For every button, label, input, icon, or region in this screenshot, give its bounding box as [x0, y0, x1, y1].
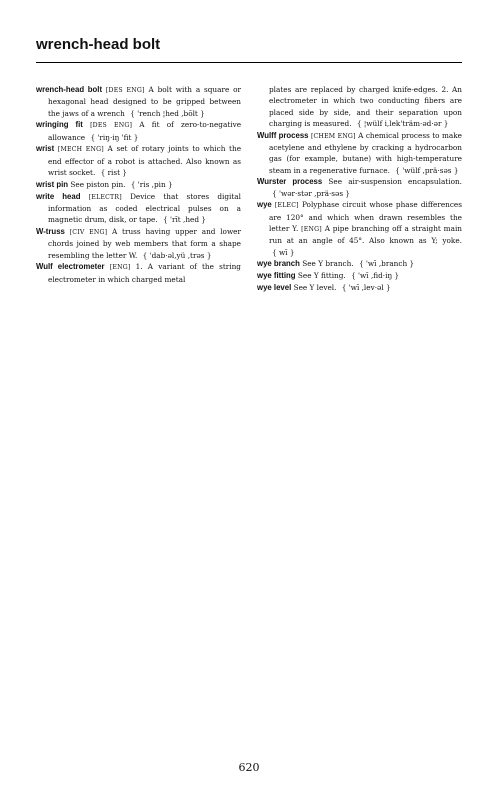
- dictionary-entry: [36, 226, 241, 261]
- left-column: [36, 84, 241, 286]
- entry-pronunciation: { 'wī ,lev·əl }: [341, 283, 391, 293]
- dictionary-entry: [257, 270, 462, 281]
- entry-pronunciation: { 'wər·stər ,prä·səs }: [272, 188, 351, 198]
- entry-field-label: [ELECTR]: [88, 193, 122, 201]
- entry-headword: Wurster process: [257, 177, 323, 187]
- entry-headword: wrist pin: [36, 179, 69, 189]
- entry-definition: See piston pin.: [70, 179, 126, 189]
- entry-definition: 1. A variant of the string electrometer in which charged metal: [48, 262, 241, 284]
- entry-headword: wrench-head bolt: [36, 85, 103, 94]
- entry-definition: See Y fitting.: [297, 271, 346, 281]
- entry-field-label: [ENG]: [109, 264, 131, 272]
- entry-definition: A bolt with a square or hexagonal head designed to be gripped between the jaws of a wrench: [48, 85, 242, 118]
- entry-headword: wringing fit: [36, 120, 83, 130]
- entry-pronunciation: { ¦wülf i,lek'träm·əd·ər }: [356, 118, 449, 128]
- entry-pronunciation: { 'ris ,pin }: [130, 179, 173, 189]
- entry-headword: wye branch: [257, 259, 300, 269]
- entry-headword: wye: [257, 200, 272, 210]
- entry-headword: wrist: [36, 144, 55, 154]
- entry-headword: Wulff process: [257, 130, 309, 140]
- entry-field-label: [ELEC]: [274, 202, 299, 210]
- entry-pronunciation: { 'wī ,branch }: [358, 259, 415, 269]
- entry-pronunciation: { wī }: [272, 247, 295, 257]
- dictionary-entry: [36, 191, 241, 226]
- entry-pronunciation: { 'wülf ,prä·səs }: [395, 165, 459, 175]
- entry-definition: A truss having upper and lower chords joined by web members that form a shape resembling the letter W.: [48, 227, 241, 260]
- entry-pronunciation: { 'rīt ,hed }: [162, 215, 206, 225]
- dictionary-entry: [257, 130, 462, 176]
- running-head: wrench-head bolt: [36, 36, 161, 53]
- entry-pronunciation: { 'riŋ·iŋ 'fit }: [90, 132, 139, 142]
- header-rule: [36, 62, 462, 63]
- dictionary-entry: [36, 143, 241, 178]
- entry-field-label: [DES ENG]: [90, 122, 133, 130]
- entry-field-label: [ENG]: [301, 226, 322, 234]
- page-number: 620: [238, 761, 260, 774]
- entry-headword: write head: [36, 191, 81, 201]
- dictionary-entry: [257, 176, 462, 199]
- dictionary-entry: [36, 119, 241, 143]
- dictionary-entry: [257, 258, 462, 269]
- entry-definition: See Y branch.: [302, 259, 354, 269]
- entry-headword: W-truss: [36, 227, 65, 237]
- entry-definition: plates are replaced by charged knife-edges. 2. An electrometer in which two conducting fibers are placed side by side, and their separation upon charging is measured.: [269, 85, 462, 128]
- entry-pronunciation: { rist }: [100, 168, 128, 178]
- entry-definition: See Y level.: [293, 283, 337, 293]
- entry-field-label: [MECH ENG]: [57, 146, 104, 154]
- entry-field-label: [DES ENG]: [105, 87, 145, 94]
- entry-headword: wye fitting: [257, 271, 296, 281]
- entry-pronunciation: { 'rench ¦hed ,bōlt }: [130, 108, 205, 118]
- entry-definition: A pipe branching off a straight main run at an angle of 45°. Also known as Y; yoke.: [269, 224, 462, 246]
- dictionary-entry-continuation: [257, 84, 462, 129]
- entry-definition: See air-suspension encapsulation.: [328, 177, 462, 187]
- entry-headword: wye level: [257, 283, 292, 293]
- dictionary-entry: [257, 282, 462, 293]
- dictionary-entry: [36, 84, 241, 119]
- entry-pronunciation: { 'dab·əl,yü ,trəs }: [142, 250, 212, 260]
- entry-definition: Device that stores digital information as coded electrical pulses on a magnetic drum, disk, or tape.: [48, 191, 241, 225]
- entry-field-label: [CIV ENG]: [69, 229, 108, 237]
- dictionary-entry: [257, 199, 462, 257]
- right-column: [257, 84, 462, 294]
- entry-field-label: [CHEM ENG]: [310, 132, 356, 140]
- dictionary-entry: [36, 261, 241, 285]
- entry-headword: Wulf electrometer: [36, 262, 105, 272]
- entry-definition: Polyphase circuit whose phase differences are 120° and which when drawn resembles the letter Y.: [269, 200, 462, 234]
- entry-definition: A chemical process to make acetylene and ethylene by cracking a hydrocarbon gas (for example, butane) with high-temperature steam in a regenerative furnace.: [269, 130, 462, 175]
- entry-definition: A set of rotary joints to which the end effector of a robot is attached. Also known as wrist socket.: [48, 144, 242, 178]
- dictionary-entry: [36, 179, 241, 190]
- entry-pronunciation: { 'wī ,fid·iŋ }: [351, 271, 400, 281]
- entry-definition: A fit of zero-to-negative allowance: [48, 120, 242, 142]
